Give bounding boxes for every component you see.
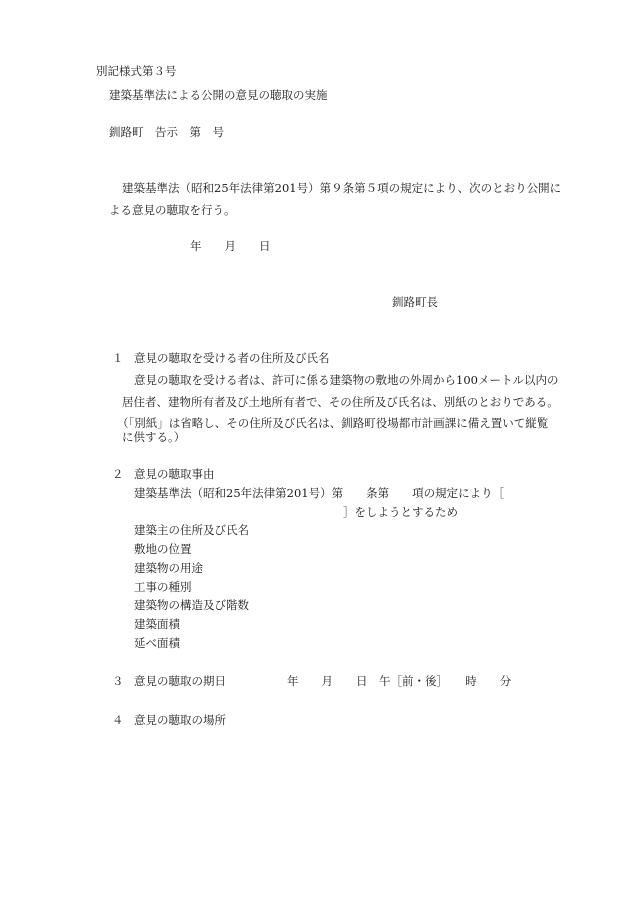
section-2-item: 建築物の構造及び階数 xyxy=(134,598,249,612)
section-2-item: 建築物の用途 xyxy=(134,561,203,575)
section-2-number: ２ xyxy=(112,467,124,481)
section-1-title: 意見の聴取を受ける者の住所及び氏名 xyxy=(134,351,330,365)
section-3-number: ３ xyxy=(112,674,124,688)
section-1-body-line-2: 居住者、建物所有者及び土地所有者で、その住所及び氏名は、別紙のとおりである。 xyxy=(122,395,559,409)
notice-number: 釧路町 告示 第 号 xyxy=(109,125,224,139)
section-2-item: 敷地の位置 xyxy=(134,542,192,556)
section-3-datetime: 年 月 日 午［前・後］ 時 分 xyxy=(287,674,512,688)
section-4-number: ４ xyxy=(112,713,124,727)
section-2-title: 意見の聴取事由 xyxy=(134,467,215,481)
section-2-law-line: 建築基準法（昭和25年法律第201号）第 条第 項の規定により［ xyxy=(134,486,505,500)
section-2-item: 工事の種別 xyxy=(134,580,192,594)
intro-line-1: 建築基準法（昭和25年法律第201号）第９条第５項の規定により、次のとおり公開に xyxy=(122,181,562,195)
date-line: 年 月 日 xyxy=(190,239,271,253)
form-number: 別記様式第３号 xyxy=(96,64,177,78)
form-title: 建築基準法による公開の意見の聴取の実施 xyxy=(109,88,328,102)
intro-line-2: よる意見の聴取を行う。 xyxy=(109,203,236,217)
section-1-note-line-2: に供する。） xyxy=(122,430,186,444)
section-2-item: 延べ面積 xyxy=(134,636,180,650)
section-2-item: 建築面積 xyxy=(134,617,180,631)
issuer: 釧路町長 xyxy=(392,295,438,309)
section-2-purpose-line: ］をしようとするため xyxy=(343,505,458,519)
section-3-title: 意見の聴取の期日 xyxy=(134,674,226,688)
section-4-title: 意見の聴取の場所 xyxy=(134,713,226,727)
section-1-note-line-1: （「別紙」は省略し、その住所及び氏名は、釧路町役場都市計画課に備え置いて縦覧 xyxy=(117,416,549,430)
section-2-item: 建築主の住所及び氏名 xyxy=(134,523,249,537)
section-1-number: １ xyxy=(112,351,124,365)
section-1-body-line-1: 意見の聴取を受ける者は、許可に係る建築物の敷地の外周から100メートル以内の xyxy=(134,373,559,387)
